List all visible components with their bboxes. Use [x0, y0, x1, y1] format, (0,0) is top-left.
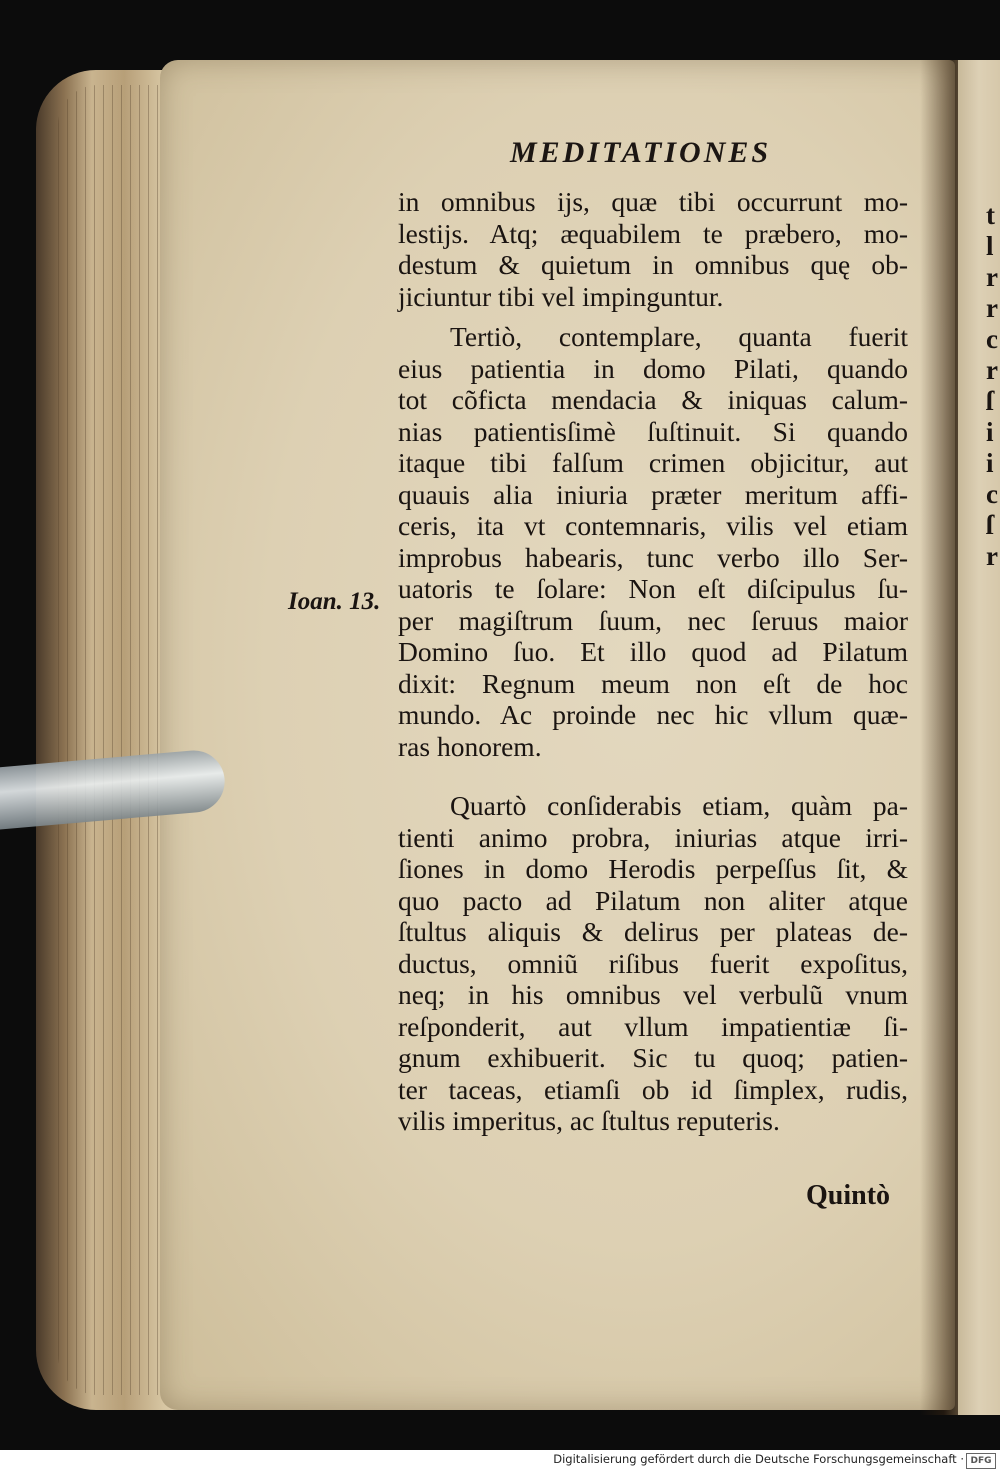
text-line: vilis imperitus, ac ſtultus reputeris.: [398, 1105, 780, 1136]
text-line: dixit: Regnum meum non eſt de hoc: [398, 667, 908, 699]
text-line: Domino ſuo. Et illo quod ad Pilatum: [398, 636, 908, 667]
text-line: improbus habearis, tunc verbo illo Ser-: [398, 541, 908, 573]
recto-letter: ſ: [986, 510, 994, 540]
text-line: gnum exhibuerit. Sic tu quoq; patien-: [398, 1042, 908, 1073]
recto-letter: c: [986, 479, 998, 509]
paragraph-3: [398, 790, 908, 1137]
recto-letter: r: [986, 293, 998, 323]
dfg-logo: DFG: [966, 1453, 996, 1469]
text-line: quauis alia iniuria præter meritum affi-: [398, 478, 908, 510]
text-line: tienti animo probra, iniurias atque irri-: [398, 821, 908, 853]
text-line: Quartò conſiderabis etiam, quàm pa-: [450, 790, 908, 821]
recto-letter: r: [986, 262, 998, 292]
recto-letter: c: [986, 324, 998, 354]
marginal-reference: Ioan. 13.: [288, 588, 381, 615]
text-line: uatoris te ſolare: Non eſt diſcipulus ſu-: [398, 573, 908, 604]
text-line: ſiones in domo Herodis perpeſſus ſit, &: [398, 853, 908, 884]
text-line: itaque tibi falſum crimen objicitur, aut: [398, 447, 908, 478]
text-line: lestijs. Atq; æquabilem te præbero, mo-: [398, 217, 908, 249]
footer-credit: Digitalisierung gefördert durch die Deutsche Forschungsgemeinschaft ·: [553, 1452, 964, 1466]
text-line: ter taceas, etiamſi ob id ſimplex, rudis,: [398, 1073, 908, 1105]
paragraph-1: [398, 186, 908, 312]
text-line: jiciuntur tibi vel impinguntur.: [398, 280, 724, 312]
text-line: destum & quietum in omnibus quę ob-: [398, 249, 908, 280]
recto-page-letters: [986, 200, 1000, 572]
recto-letter: ſ: [986, 386, 994, 416]
text-line: ceris, ita vt contemnaris, vilis vel etiam: [398, 510, 908, 541]
running-title: MEDITATIONES: [510, 136, 772, 169]
text-line: quo pacto ad Pilatum non aliter atque: [398, 884, 908, 916]
text-line: mundo. Ac proinde nec hic vllum quæ-: [398, 699, 908, 730]
paragraph-2: [398, 321, 908, 762]
recto-letter: i: [986, 448, 994, 478]
recto-letter: i: [986, 417, 994, 447]
recto-letter: l: [986, 231, 994, 261]
text-line: Tertiò, contemplare, quanta fuerit: [450, 321, 908, 352]
text-line: neq; in his omnibus vel verbulũ vnum: [398, 979, 908, 1010]
text-line: reſponderit, aut vllum impatientiæ ſi-: [398, 1010, 908, 1042]
gutter-shadow: [920, 60, 960, 1415]
text-line: ſtultus aliquis & delirus per plateas de-: [398, 916, 908, 947]
text-line: ductus, omniũ riſibus fuerit expoſitus,: [398, 947, 908, 979]
recto-letter: r: [986, 541, 998, 571]
digitization-footer: [0, 1450, 1000, 1471]
catchword: Quintò: [806, 1180, 891, 1211]
text-line: ras honorem.: [398, 730, 542, 762]
text-line: in omnibus ijs, quæ tibi occurrunt mo-: [398, 186, 908, 217]
recto-letter: r: [986, 355, 998, 385]
recto-letter: t: [986, 200, 995, 230]
text-line: per magiſtrum ſuum, nec ſeruus maior: [398, 604, 908, 636]
text-line: nias patientisſimè ſuſtinuit. Si quando: [398, 415, 908, 447]
text-line: tot cõficta mendacia & iniquas calum-: [398, 384, 908, 415]
page-block-lines: [58, 85, 168, 1395]
text-line: eius patientia in domo Pilati, quando: [398, 352, 908, 384]
